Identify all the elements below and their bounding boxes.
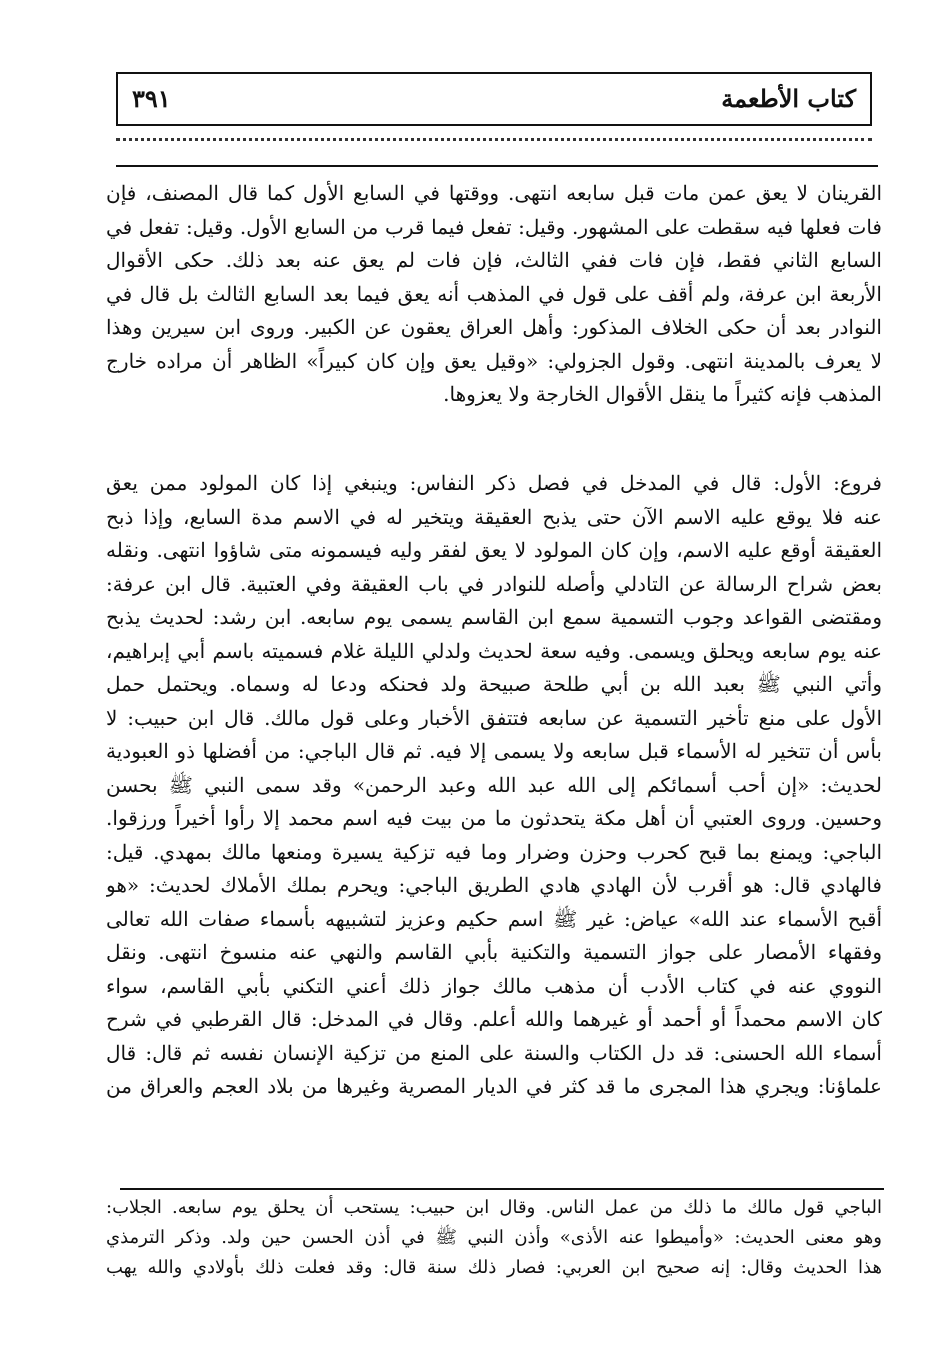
text-line: القرينان لا يعق عمن مات قبل سابعه انتهى. ووقتها في السابع الأول كما قال المصنف، فإن <box>106 181 882 205</box>
text-line: ومقتضى القواعد وجوب التسمية سمع ابن القاسم يسمى يوم سابعه. ابن رشد: لحديث يذبح <box>106 605 882 629</box>
text-line: الأربعة ابن عرفة، ولم أقف على قول في المذهب أنه يعق فيما بعد السابع الثالث بل قال في <box>106 281 882 306</box>
text-line: وحسين. وروى العتبي أن أهل مكة يتحدثون ما من بيت فيه اسم محمد إلا رأوا أخيراً ورزقوا. <box>106 806 882 830</box>
text-line: علماؤنا: ويجري هذا المجرى ما قد كثر في الديار المصرية وغيرها من بلاد العجم والعراق من <box>106 1074 882 1098</box>
text-line: السابع الثاني فقط، فإن فات ففي الثالث، فإن فات لم يعق عنه بعد ذلك. حكى الأقوال <box>106 248 882 272</box>
text-line: فات فعلها فيه سقطت على المشهور. وقيل: تفعل فيما قرب من السابع الأول. وقيل: تفعل في <box>106 214 882 239</box>
text-line: أسماء الله الحسنى: قد دل الكتاب والسنة على المنع من تزكية الإنسان نفسه ثم قال: قال <box>106 1040 882 1065</box>
text-line: العقيقة أوقع عليه الاسم، وإن كان المولود لا يعق لفقر وليه فيسمونه متى شاؤوا انتهى. ونقله <box>106 538 882 562</box>
text-line: وفقهاء الأمصار على جواز التسمية والتكنية بأبي القاسم والنهي عنه منسوخ انتهى. ونقل <box>106 940 882 964</box>
text-line: بأس أن تتخير له الأسماء قبل سابعه ولا يسمى إلا فيه. ثم قال الباجي: من أفضلها ذو العبودية <box>106 739 882 763</box>
dotted-divider <box>116 138 872 141</box>
text-line: الباجي: ويمنع بما قبح كحرب وحزن وضرار وما فيه تزكية يسيرة ومنعها مالك بمهدي. قيل: <box>106 839 882 864</box>
footnote-line: وهو معنى الحديث: «وأميطوا عنه الأذى» وأذن النبي ﷺ في أذن الحسن حين ولد. وذكر الترمذي <box>106 1227 882 1248</box>
paragraph-2 <box>106 467 882 1104</box>
footnote-line: هذا الحديث وقال: إنه صحيح ابن العربي: فصار ذلك سنة قال: وقد فعلت ذلك بأولادي والله يهب <box>106 1257 882 1278</box>
footnote-line: الباجي قول مالك ما ذلك من عمل الناس. وقال ابن حبيب: يستحب أن يحلق يوم سابعه. الجلاب: <box>106 1197 882 1218</box>
chapter-title: كتاب الأطعمة <box>721 84 856 113</box>
text-line: فروع: الأول: قال في المدخل في فصل ذكر النفاس: وينبغي إذا كان المولود ممن يعق <box>106 471 882 495</box>
text-line: أقبح الأسماء عند الله» عياض: غير ﷺ اسم حكيم وعزيز لتشبيهه بأسماء صفات الله تعالى <box>106 906 882 931</box>
text-line: وأتي النبي ﷺ بعبد الله بن أبي طلحة صبيحة ولد فحنكه ودعا له وسماه. ويحتمل حمل <box>106 672 882 696</box>
paragraph-1 <box>106 177 882 412</box>
text-line: النووي عنه في كتاب الأدب أن مذهب مالك جواز ذلك أعني التكني بأبي القاسم، سواء <box>106 973 882 998</box>
text-line: عنه فلا يوقع عليه الاسم الآن حتى يذبح العقيقة ويتخير له في الاسم مدة السابع، وإذا ذبح <box>106 504 882 529</box>
running-header <box>116 72 872 126</box>
text-line: لحديث: «إن أحب أسمائكم إلى الله عبد الله وعبد الرحمن» وقد سمى النبي ﷺ بحسن <box>106 772 882 797</box>
text-line: بعض شراح الرسالة عن التادلي وأصله للنوادر في باب العقيقة وفي العتبية. قال ابن عرفة: <box>106 571 882 596</box>
footnote-rule <box>120 1188 884 1190</box>
text-line: الأول على منع تأخير التسمية عن سابعه فتتفق الأخبار وعلى قول مالك. قال ابن حبيب: لا <box>106 705 882 730</box>
text-line: لا يعرف بالمدينة انتهى. وقول الجزولي: «وقيل يعق وإن كان كبيراً» الظاهر أن مراده خارج <box>106 348 882 373</box>
header-rule <box>116 165 878 167</box>
text-line: فالهادي قال: هو أقرب لأن الهادي هادي الطريق الباجي: ويحرم بملك الأملاك لحديث: «هو <box>106 873 882 897</box>
text-line: النوادر بعد أن حكى الخلاف المذكور: وأهل العراق يعقون عن الكبير. وروى ابن سيرين وهذا <box>106 315 882 339</box>
text-line: كان الاسم محمداً أو أحمد أو غيرهما والله أعلم. وقال في المدخل: قال القرطبي في شرح <box>106 1007 882 1031</box>
text-line: عنه يوم سابعه ويحلق ويسمى. وفيه سعة لحديث ولدلي الليلة غلام فسميته باسم أبي إبراهيم، <box>106 638 882 663</box>
page-number: ٣٩١ <box>132 84 171 113</box>
footnotes <box>106 1193 882 1283</box>
text-line: المذهب فإنه كثيراً ما ينقل الأقوال الخارجة ولا يعزوها. <box>443 382 882 406</box>
